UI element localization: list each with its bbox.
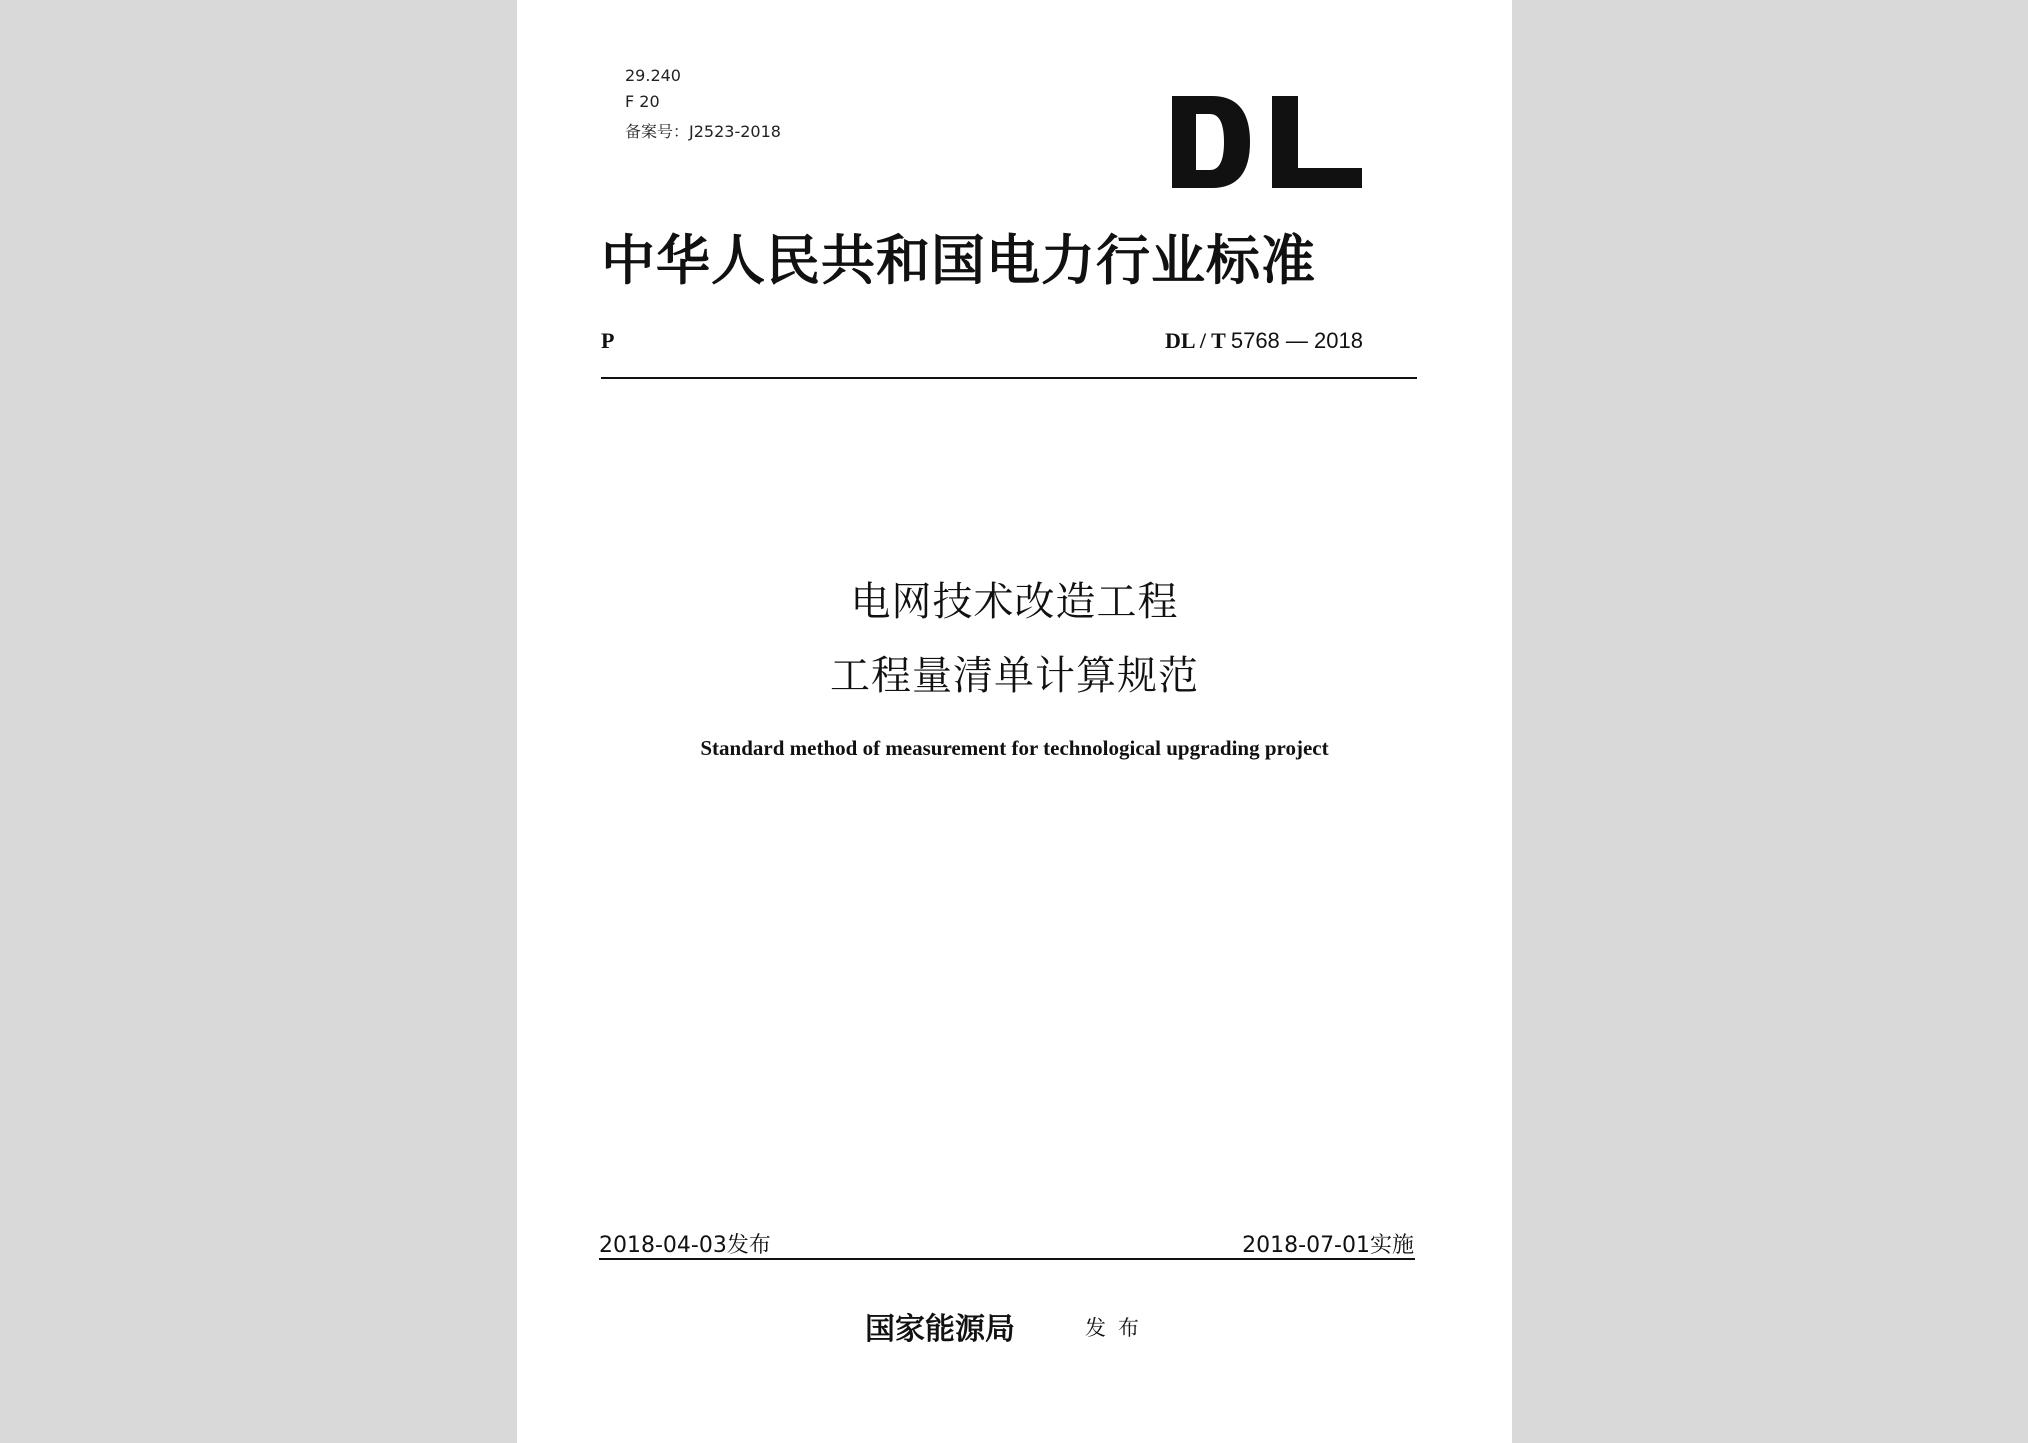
dl-logo xyxy=(1172,96,1362,188)
classification-letter: P xyxy=(601,328,615,353)
publisher-name: 国家能源局 xyxy=(865,1312,1015,1347)
publish-label: 发布 xyxy=(1085,1316,1151,1340)
document-page xyxy=(517,0,1512,1443)
standard-number xyxy=(1165,328,1363,354)
ics-code: 29.240 xyxy=(625,66,681,85)
title-en: Standard method of measurement for technological upgrading project xyxy=(700,736,1329,760)
standard-type-title: 中华人民共和国电力行业标准 xyxy=(601,228,1316,292)
title-cn-line1: 电网技术改造工程 xyxy=(850,579,1179,625)
ccs-code: F 20 xyxy=(625,92,660,111)
implementation-date: 2018-07-01实施 xyxy=(1242,1233,1414,1258)
standard-number-prefix: DL / T xyxy=(1165,328,1226,353)
filing-number: 备案号：J2523-2018 xyxy=(625,122,781,141)
title-cn-line2: 工程量清单计算规范 xyxy=(830,653,1199,699)
top-divider xyxy=(601,377,1417,379)
release-date: 2018-04-03发布 xyxy=(599,1233,771,1258)
bottom-divider xyxy=(599,1258,1415,1260)
standard-number-value: 5768 — 2018 xyxy=(1230,328,1363,353)
